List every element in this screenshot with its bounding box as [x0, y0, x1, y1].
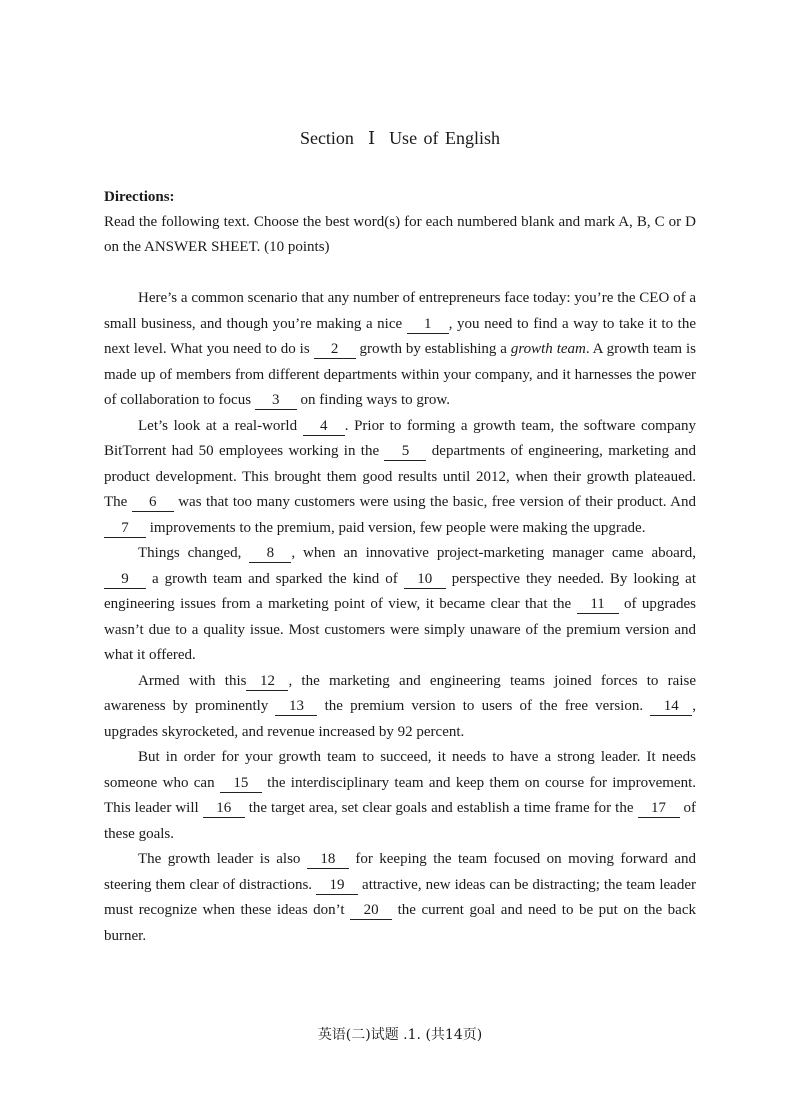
section-name: Use of English — [389, 128, 501, 148]
paragraph-5 — [104, 745, 696, 847]
text-run: perspective they needed. By looking at engineering issues from a marketing point of view, it became clear that the — [104, 570, 696, 612]
text-run: , you need to find a way to take it to the next level. What you need to do is — [104, 315, 696, 357]
blank-19: 19 — [316, 877, 358, 895]
directions-text: Read the following text. Choose the best word(s) for each numbered blank and mark A, B, C or D on the ANSWER SHEET. (10 points) — [104, 214, 696, 255]
text-run: , the marketing and engineering teams joined forces to raise awareness by prominently — [104, 672, 696, 714]
paragraph-2 — [104, 414, 696, 542]
text-run: The growth leader is also — [138, 851, 307, 867]
paragraph-1 — [104, 286, 696, 414]
text-run: , upgrades skyrocketed, and revenue increased by 92 percent. — [104, 698, 696, 740]
text-run: of these goals. — [104, 800, 697, 842]
blank-12: 12 — [246, 673, 288, 691]
blank-14: 14 — [650, 698, 692, 716]
directions-label: Directions: — [104, 189, 175, 205]
text-run: the premium version to users of the free version. — [317, 698, 651, 714]
section-title — [104, 128, 696, 149]
text-run: for keeping the team focused on moving forward and steering them clear of distractions. — [104, 851, 696, 893]
text-run: on finding ways to grow. — [296, 392, 450, 408]
blank-1: 1 — [407, 316, 449, 334]
text-run: . Prior to forming a growth team, the software company BitTorrent had 50 employees working in the — [104, 417, 696, 459]
blank-6: 6 — [132, 494, 174, 512]
text-run: growth by establishing a — [355, 341, 511, 357]
section-numeral: Ⅰ — [367, 128, 376, 148]
text-run: But in order for your growth team to succeed, it needs to have a strong leader. It needs someone who can — [104, 749, 696, 791]
blank-5: 5 — [384, 443, 426, 461]
text-run: improvements to the premium, paid version, few people were making the upgrade. — [146, 519, 646, 536]
blank-3: 3 — [255, 392, 297, 410]
page-footer: 英语(二)试题 .1. (共14页) — [317, 1027, 483, 1043]
blank-20: 20 — [350, 902, 392, 920]
blank-7: 7 — [104, 520, 146, 538]
text-run: the interdisciplinary team and keep them on course for improvement. This leader will — [104, 774, 696, 816]
section-prefix: Section — [299, 128, 354, 148]
text-run: Things changed, — [138, 545, 250, 561]
paragraph-6 — [104, 847, 696, 949]
text-run: a growth team and sparked the kind of — [146, 570, 404, 587]
blank-10: 10 — [404, 571, 446, 589]
blank-17: 17 — [638, 800, 680, 818]
text-run: departments of engineering, marketing and product development. This brought them good results until 2012, when their growth plateaued. The — [104, 443, 697, 510]
blank-11: 11 — [577, 596, 619, 614]
paragraph-3 — [104, 541, 696, 669]
text-run: the target area, set clear goals and establish a time frame for the — [244, 800, 638, 816]
paragraph-4 — [104, 669, 696, 746]
blank-8: 8 — [249, 545, 291, 563]
blank-2: 2 — [314, 341, 356, 359]
text-run: . A growth team is made up of members from different departments within your company, and it harnesses the power of collaboration to focus — [104, 341, 696, 408]
blank-9: 9 — [104, 571, 146, 589]
directions — [104, 185, 696, 260]
italic-term: growth team — [510, 341, 586, 357]
text-run: the current goal and need to be put on the back burner. — [104, 902, 696, 944]
text-run: was that too many customers were using the basic, free version of their product. And — [173, 494, 696, 510]
blank-4: 4 — [303, 418, 345, 436]
blank-18: 18 — [307, 851, 349, 869]
cloze-passage — [104, 286, 696, 949]
blank-16: 16 — [203, 800, 245, 818]
text-run: attractive, new ideas can be distracting; the team leader must recognize when these ideas don’t — [104, 876, 696, 918]
text-run: Armed with this — [138, 672, 247, 689]
blank-15: 15 — [220, 775, 262, 793]
text-run: Here’s a common scenario that any number of entrepreneurs face today: you’re the CEO of a small business, and though you’re making a nice — [104, 290, 696, 332]
text-run: , when an innovative project-marketing manager came aboard, — [291, 545, 697, 561]
text-run: of upgrades wasn’t due to a quality issue. Most customers were simply unaware of the premium version and what it offered. — [104, 596, 696, 663]
text-run: Let’s look at a real-world — [138, 417, 303, 434]
blank-13: 13 — [275, 698, 317, 716]
